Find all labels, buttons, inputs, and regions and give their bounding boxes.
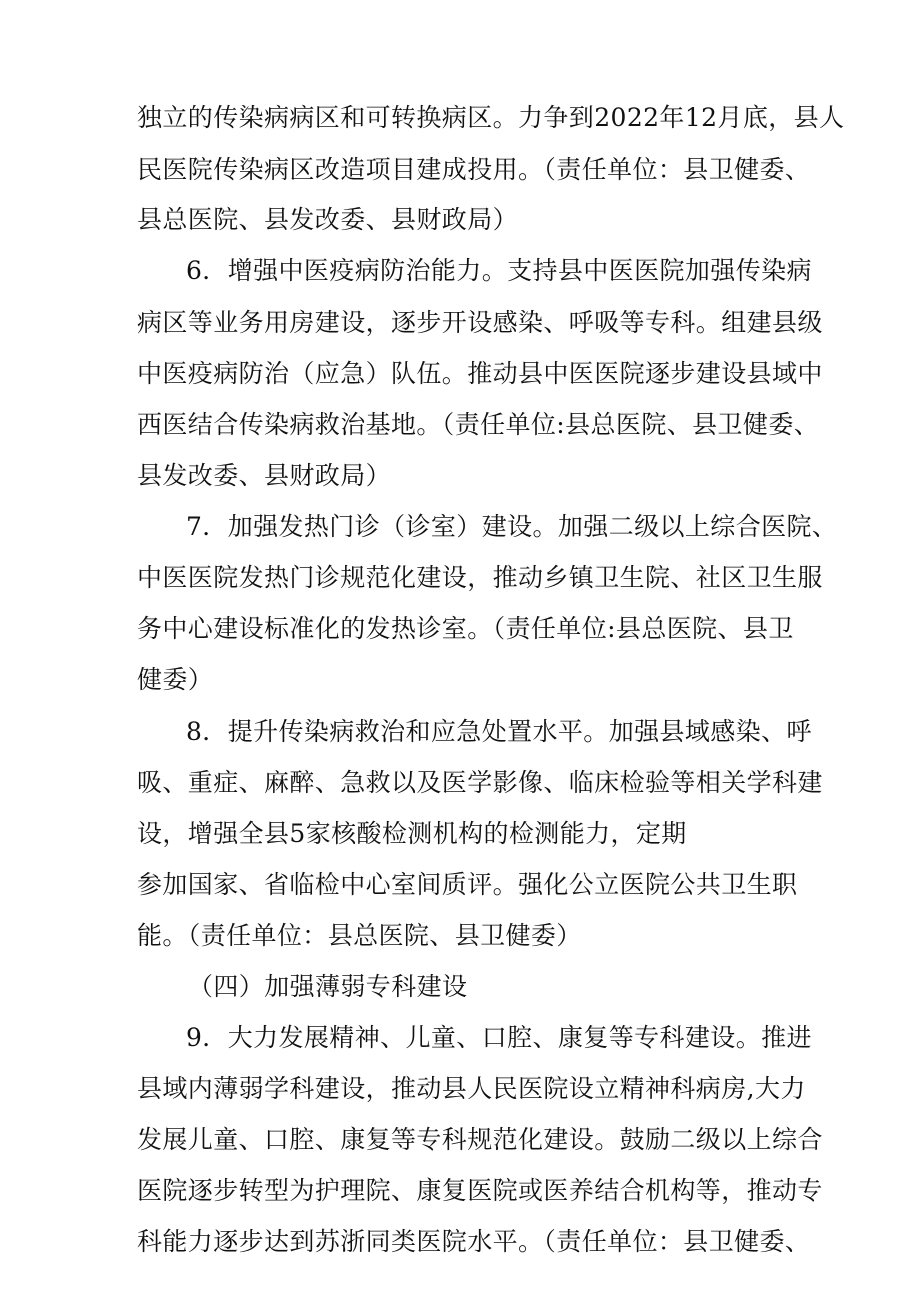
text-line: 参加国家、省临检中心室间质评。强化公立医院公共卫生职 [137,870,798,899]
text-line: 科能力逐步达到苏浙同类医院水平。（责任单位：县卫健委、 [137,1227,811,1256]
text-line: 务中心建设标准化的发热诊室。（责任单位:县总医院、县卫 [137,614,794,643]
text-line: 独立的传染病病区和可转换病区。力争到2022年12月底，县人 [137,103,845,132]
text-line: 中医疫病防治（应急）队伍。推动县中医医院逐步建设县域中 [137,359,823,388]
text-line: 健委） [137,665,214,694]
text-line: 县域内薄弱学科建设，推动县人民医院设立精神科病房,大力 [137,1074,806,1103]
text-line: 西医结合传染病救治基地。（责任单位:县总医院、县卫健委、 [137,410,820,439]
text-line: 民医院传染病区改造项目建成投用。（责任单位：县卫健委、 [137,155,811,184]
text-line: 设，增强全县5家核酸检测机构的检测能力，定期 [137,819,687,848]
text-line: 县总医院、县发改委、县财政局） [137,205,519,234]
text-line: 吸、重症、麻醉、急救以及医学影像、临床检验等相关学科建 [137,768,823,797]
text-line: 县发改委、县财政局） [137,461,392,490]
text-line: 医院逐步转型为护理院、康复医院或医养结合机构等，推动专 [137,1176,823,1205]
text-line: 能。（责任单位：县总医院、县卫健委） [137,921,582,950]
section-heading: （四）加强薄弱专科建设 [188,972,468,1001]
text-line: 中医医院发热门诊规范化建设，推动乡镇卫生院、社区卫生服 [137,563,823,592]
text-line: 发展儿童、口腔、康复等专科规范化建设。鼓励二级以上综合 [137,1125,823,1154]
paragraph-7-start: 7．加强发热门诊（诊室）建设。加强二级以上综合医院、 [186,512,838,541]
paragraph-6-start: 6．增强中医疫病防治能力。支持县中医医院加强传染病 [186,256,812,285]
paragraph-9-start: 9．大力发展精神、儿童、口腔、康复等专科建设。推进 [186,1023,812,1052]
paragraph-8-start: 8．提升传染病救治和应急处置水平。加强县域感染、呼 [186,717,812,746]
text-line: 病区等业务用房建设，逐步开设感染、呼吸等专科。组建县级 [137,308,823,337]
